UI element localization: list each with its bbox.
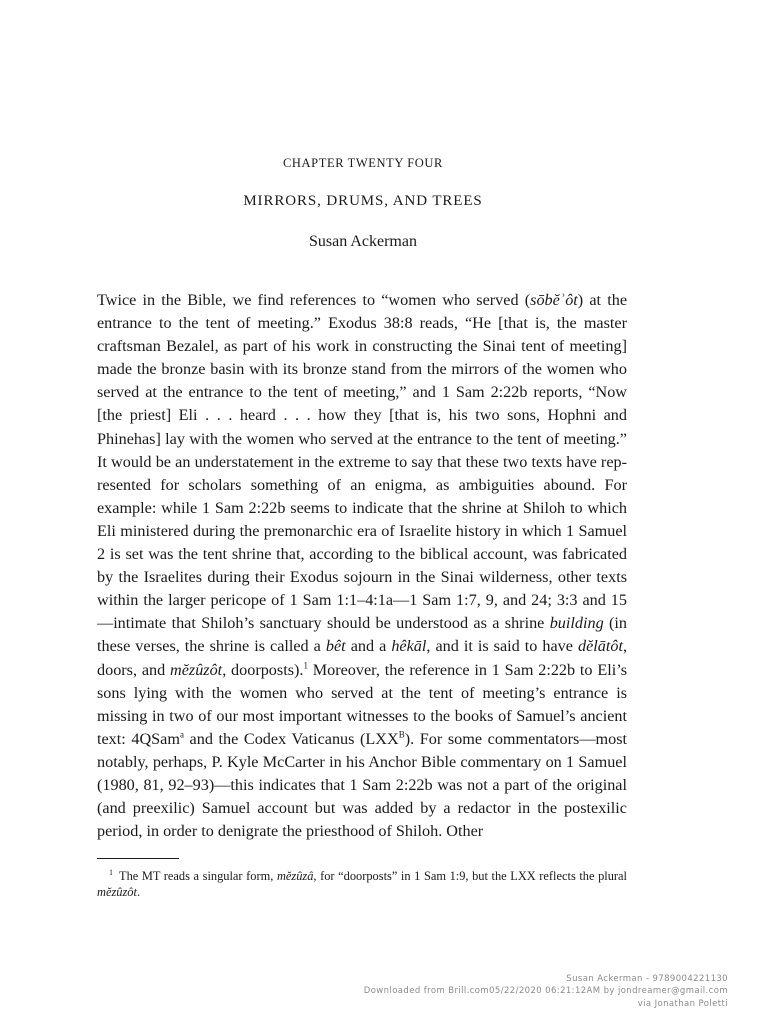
watermark-line: Downloaded from Brill.com05/22/2020 06:21:12AM by jondreamer@gmail.com [363, 986, 728, 997]
watermark-line: Susan Ackerman - 9789004221130 [566, 974, 728, 984]
footnote-ref[interactable]: 1 [303, 660, 308, 671]
footnote-number: 1 [109, 867, 113, 877]
download-watermark [364, 973, 728, 1010]
footnote-divider [97, 858, 179, 859]
watermark-line: via Jonathan Poletti [637, 998, 728, 1009]
author-name: Susan Ackerman [309, 233, 417, 250]
body-text [97, 289, 627, 843]
footnote: $^1$ The MT reads a singular form, mĕzûzâ, for “doorposts” in 1 Sam 1:9, but the LXX reflects the plural mĕzûzôt. [97, 867, 627, 900]
paragraph: Twice in the Bible, we find references to “women who served (sōbĕʾôt) at the entrance to the tent of meeting.” Exodus 38:8 reads, “He [that is, the master craftsman Bezalel, as part of his work in constructing the Sinai tent of meeting] made the bronze basin with its bronze stand from the mirrors of the women who served at the entrance to the tent of meeting,” and 1 Sam 2:22b reports, “Now [the priest] Eli . . . heard . . . how they [that is, his two sons, Hophni and Phinehas] lay with the women who served at the entrance to the tent of meeting.” It would be an understatement in the extreme to say that these two texts have represented for scholars something of an enigma, as ambiguities abound. For example: while 1 Sam 2:22b seems to indicate that the shrine at Shiloh to which Eli ministered during the premonarchic era of Israelite history in which 1 Samuel 2 is set was the tent shrine that, according to the biblical account, was fabricated by the Israelites during their Exodus sojourn in the Sinai wilderness, other texts within the larger pericope of 1 Sam 1:1–4:1a—1 Sam 1:7, 9, and 24; 3:3 and 15—intimate that Shiloh’s sanctuary should be understood as a shrine building (in these verses, the shrine is called a bêt and a hêkāl, and it is said to have dĕlātôt, doors, and mĕzûzôt, doorposts).$^1$ Moreover, the reference in 1 Sam 2:22b to Eli’s sons lying with the women who served at the tent of meeting’s entrance is missing in two of our most important witnesses to the books of Samuel’s ancient text: 4QSam$^a$ and the Codex Vaticanus $(LXX^B)$. For some commentators—most notably, perhaps, P. Kyle McCarter in his Anchor Bible commentary on 1 Samuel (1980, 81, 92–93)—this indicates that 1 Sam 2:22b was not a part of the original (and preexilic) Samuel account but was added by a redactor in the postexilic period, in order to denigrate the priesthood of Shiloh. Other [97, 291, 628, 841]
chapter-title: MIRRORS, DRUMS, AND TREES [243, 193, 483, 209]
chapter-label: CHAPTER TWENTY FOUR [282, 156, 443, 170]
